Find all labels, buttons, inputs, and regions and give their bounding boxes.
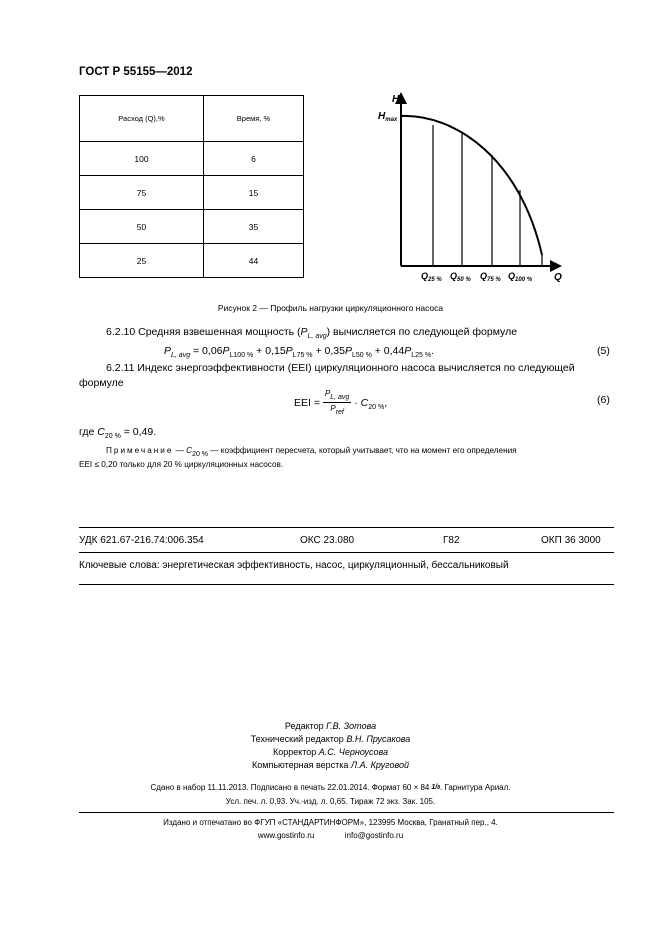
x-axis-label: Q [554,272,562,283]
g-code: Г82 [443,535,460,546]
formula-5-number: (5) [597,345,610,357]
table-cell-flow: 100 [80,142,204,176]
udk-code: УДК 621.67-216.74:006.354 [79,535,204,546]
where-clause: где $C_{20 \%} = 0,49$. [79,426,157,440]
document-code: ГОСТ Р 55155—2012 [79,66,193,78]
credit-layout: Компьютерная верстка Л.А. Круговой [252,760,409,770]
print-info-line2: Усл. печ. л. 0,93. Уч.-изд. л. 0,65. Тираж 72 экз. Зак. 105. [225,797,436,806]
publisher-site-link[interactable]: www.gostinfo.ru [257,831,315,840]
publisher-email-link[interactable]: info@gostinfo.ru [344,831,404,840]
pump-curve [401,116,542,255]
credit-tech-editor: Технический редактор В.Н. Прусакова [250,734,411,744]
table-row [80,210,304,244]
table-cell-time: 6 [204,142,304,176]
publisher-rule [79,812,614,813]
table-row [80,244,304,278]
q100-label: $Q_{100 \%}$ [508,271,533,283]
table-cell-time: 35 [204,210,304,244]
credit-editor: Редактор Г.В. Зотова [284,721,377,731]
table-row [80,142,304,176]
y-axis-label: H [392,94,400,105]
formula-5: $P_{L, avg} = 0,06P_{L100 \%} + 0,15P_{L75 \%} + 0,35P_{L50 \%} + 0,44P_{L25 \%}$. [164,345,435,359]
hmax-label: $H_{max}$ [378,111,398,123]
formula-6: EEI = $\frac{P_{L, avg}}{P_{ref}}$ · $C_{20 \%}$, [294,389,388,416]
table-cell-flow: 50 [80,210,204,244]
print-info-line1: Сдано в набор 11.11.2013. Подписано в печать 22.01.2014. Формат 60 × 84 1/8. Гарнитура Ариал. [150,783,511,792]
formula-6-number: (6) [597,394,610,406]
table-cell-time: 15 [204,176,304,210]
note-line1: Примечание — $C_{20 \%}$ — коэффициент пересчета, который учитывает, что на момент его определения [106,446,517,458]
paragraph-6-2-10: 6.2.10 Средняя взвешенная мощность $(P_{L, avg})$ вычисляется по следующей формуле [106,326,518,340]
publisher-contacts [0,831,661,840]
paragraph-6-2-11-line2: формуле [79,377,124,389]
okp-code: ОКП 36 3000 [541,535,601,546]
table-header-time: Время, % [204,96,304,142]
publisher-line: Издано и отпечатано во ФГУП «СТАНДАРТИНФОРМ», 123995 Москва, Гранатный пер., 4. [163,818,498,827]
table-cell-time: 44 [204,244,304,278]
top-rule [79,527,614,528]
bottom-rule [79,584,614,585]
load-profile-diagram [370,88,570,288]
table-header-flow: Расход (Q),% [80,96,204,142]
q50-label: $Q_{50 \%}$ [450,271,471,283]
oks-code: ОКС 23.080 [300,535,355,546]
formula-6-fraction: $\frac{P_{L, avg}}{P_{ref}}$ [324,389,350,416]
table-cell-flow: 25 [80,244,204,278]
note-line2: EEI ≤ 0,20 только для 20 % циркуляционных насосов. [79,460,284,469]
table-row [80,176,304,210]
q75-label: $Q_{75 \%}$ [480,271,501,283]
middle-rule [79,552,614,553]
q25-label: $Q_{25 \%}$ [421,271,442,283]
figure-caption: Рисунок 2 — Профиль нагрузки циркуляционного насоса [217,303,444,313]
table-cell-flow: 75 [80,176,204,210]
table-header-row [80,96,304,142]
keywords: Ключевые слова: энергетическая эффективность, насос, циркуляционный, бессальниковый [79,560,509,571]
credit-corrector: Корректор А.С. Черноусова [272,747,389,757]
load-profile-table [79,95,304,278]
paragraph-6-2-11-line1: 6.2.11 Индекс энергоэффективности (EEI) циркуляционного насоса вычисляется по следующей [106,362,575,374]
